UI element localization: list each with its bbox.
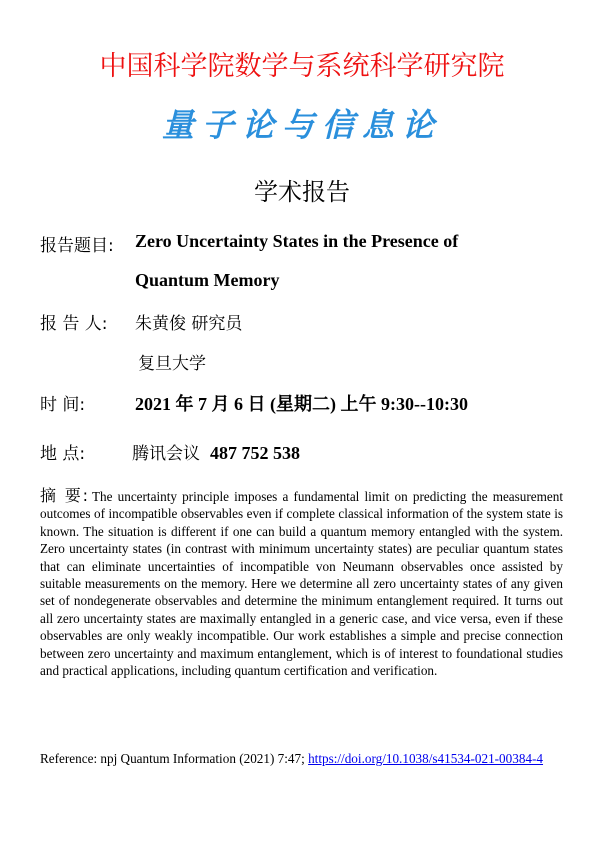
meeting-id: 487 752 538 [210,443,300,463]
report-type-heading: 学术报告 [254,178,350,206]
institution-title: 中国科学院数学与系统科学研究院 [99,51,505,82]
time-label: 时 间: [40,395,86,415]
speaker-name: 朱黄俊 研究员 [135,314,243,334]
place-label: 地 点: [40,444,86,464]
title-label: 报告题目: [40,236,114,256]
place-platform: 腾讯会议 [132,444,200,464]
talk-title-line1: Zero Uncertainty States in the Presence of [135,231,459,251]
doi-link[interactable]: https://doi.org/10.1038/s41534-021-00384-4 [308,751,544,766]
speaker-affiliation: 复旦大学 [138,354,206,374]
abstract-label: 摘 要: [40,486,88,505]
talk-place [132,439,300,464]
reference [40,750,563,767]
department-title: 量子论与信息论 [161,106,442,144]
talk-title-line2: Quantum Memory [135,270,280,290]
speaker-label: 报 告 人: [40,314,108,334]
abstract-text: The uncertainty principle imposes a fundamental limit on predicting the measurement outcomes of incompatible observables even if complete classical information of the system state is known. The situation is different if one can build a quantum memory entangled with the system. Zero uncertainty states (in contrast with minimum uncertainty states) are peculiar quantum states that can eliminate uncertainties of incompatible von Neumann observables once assisted by suitable measurements on the memory. Here we determine all zero uncertainty states of any given set of nondegenerate observables and determine the minimum entanglement required. It turns out all zero uncertainty states are maximally entangled in a generic case, and vice versa, even if these observables are only weakly incompatible. Our work establishes a simple and precise connection between zero uncertainty and maximum entanglement, which is of interest to foundational studies and practical applications, including quantum certification and verification. [40,489,563,679]
talk-time: 2021 年 7 月 6 日 (星期二) 上午 9:30--10:30 [135,394,468,414]
abstract [40,487,563,679]
reference-prefix: Reference: npj Quantum Information (2021) 7:47; [40,751,309,766]
